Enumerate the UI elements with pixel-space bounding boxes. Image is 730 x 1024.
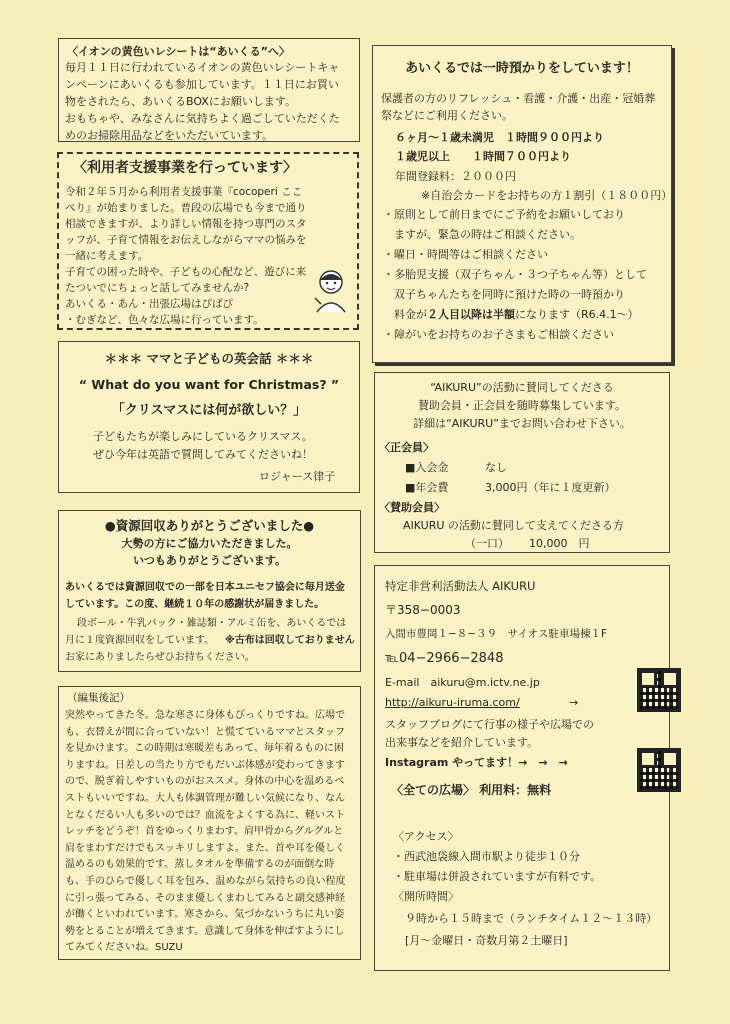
hours-label: 〈開所時間〉 <box>393 890 459 903</box>
english-signature: ロジャース律子 <box>259 470 336 483</box>
aeon-line: 毎月１１日に行われているイオンの黄色いレシートキャ <box>65 61 340 74</box>
childcare-rule: ・多胎児支援（双子ちゃん・３つ子ちゃん等）として <box>383 268 647 281</box>
childcare-rule: ・原則として前日までにご予約をお願いしており <box>383 208 625 221</box>
org-email[interactable]: E-mail aikuru@m.ictv.ne.jp <box>385 676 540 689</box>
hours-line: ９時から１５時まで（ランチタイム１２〜１３時） <box>405 912 658 925</box>
membership-line: 賛助会員・正会員を随時募集しています。 <box>417 399 627 412</box>
support-line: ・むぎなど、色々な広場に行っています。 <box>65 314 264 326</box>
annual-fee: 年間登録料：２０００円 <box>395 170 516 183</box>
recycling-text: あいくるでは資源回収での一部を日本ユニセフ協会に毎月送金 <box>65 582 345 593</box>
recycling-text: 月に１度資源回収をしています。 <box>65 635 215 646</box>
recycling-sub2: いつもありがとうございます。 <box>132 554 287 567</box>
support-line: 令和２年５月から利用者支援事業『cocoperi ここ <box>65 186 303 198</box>
recycling-text: しています。この度、継続１０年の感謝状が届きました。 <box>65 599 325 610</box>
english-line: ぜひ今年は英語で質問してみてくださいね！ <box>93 448 313 461</box>
price-toddler: １歳児以上 １時間７００円より <box>395 150 571 163</box>
url-arrow: → <box>569 696 579 709</box>
user-support-box <box>57 152 359 330</box>
entry-fee-label: ■入会金 <box>405 461 449 474</box>
blog-text: スタッフブログにて行事の様子や広場での <box>385 718 594 731</box>
aeon-line: 物をされたら、あいくるBOXにお願いします。 <box>65 95 296 108</box>
editors-note-line: となくだるい人も多いのでは？血流をよくする為に、軽いスト <box>65 809 345 821</box>
support-line: 子育ての困った時や、子どもの心配など、遊びに来 <box>65 266 307 278</box>
discount-note: ※自治会カードをお持ちの方１割引（１８００円） <box>421 189 673 202</box>
access-label: 〈アクセス〉 <box>393 830 459 843</box>
annual-fee-label: ■年会費 <box>405 481 449 494</box>
childcare-intro: 祭などにご利用ください。 <box>381 109 513 122</box>
childcare-title: あいくるでは一時預かりをしています！ <box>405 61 639 76</box>
annual-fee-value: 3,000円（年に１度更新） <box>485 481 616 494</box>
org-name: 特定非営利活動法人 AIKURU <box>385 579 536 593</box>
half-price-suffix: になります（R6.4.1〜） <box>515 308 639 321</box>
childcare-rule: ・障がいをお持ちのお子さまもご相談ください <box>383 328 614 341</box>
editors-note-text <box>65 708 346 957</box>
half-price-prefix: 料金が <box>383 308 427 321</box>
access-line: ・西武池袋線入間市駅より徒歩１０分 <box>393 850 580 863</box>
childcare-box <box>372 45 672 363</box>
regular-member-label: 〈正会員〉 <box>379 441 434 454</box>
recycling-title: ●資源回収ありがとうございました● <box>104 518 315 533</box>
editors-note-line: に引っ張ってみる、そのまま優しくまわしてみると副交感神経 <box>65 892 345 904</box>
instagram-text: Instagram やってます！→ → → <box>385 756 568 769</box>
editors-note-line: が働くといわれています。寒さから、気づかないうちに丸い姿 <box>65 909 345 921</box>
support-line: ぺり』が始まりました。普段の広場でも今まで通り <box>65 202 307 214</box>
childcare-intro: 保護者の方のリフレッシュ・看護・介護・出産・冠婚葬 <box>381 92 656 105</box>
support-member-fee: 10,000 円 <box>529 537 590 550</box>
price-infant: ６ヶ月〜１歳未満児 １時間９００円より <box>395 131 604 144</box>
support-line: 一緒に考えます。 <box>65 250 149 262</box>
japanese-phrase: 「クリスマスには何が欲しい？」 <box>111 403 307 418</box>
english-phrase: “ What do you want for Christmas? ” <box>78 377 340 392</box>
english-title: ＊＊＊ ママと子どもの英会話 ＊＊＊ <box>104 351 314 366</box>
recycling-note: ※古布は回収しておりません <box>225 635 355 646</box>
editors-note-line: 肩をまわすだけでもスッキリしますよ。また、首や耳を優しく <box>65 842 345 854</box>
editors-note-line: も、衣替えが間に合っていない！と慌てているママとスタッフ <box>65 726 345 738</box>
recycling-sub1: 大勢の方にご協力いただきました。 <box>121 537 298 550</box>
aeon-receipt-title: 〈イオンの黄色いレシートは“あいくる”へ〉 <box>67 45 290 58</box>
editors-note-line: 温めるのも効果的です。蒸しタオルを準備するのが面倒な時 <box>65 859 335 871</box>
org-address: 入間市豊岡１−８−３９ サイオス駐車場棟１F <box>385 628 607 640</box>
childcare-rule: ますが、緊急の時はご相談ください。 <box>383 228 581 241</box>
support-line: ッフが、子育て情報をお伝えしながらママの悩みを <box>65 234 307 246</box>
aeon-line: ンペーンにあいくるも参加しています。１１日にお買い <box>65 78 339 91</box>
childcare-rule: 双子ちゃんたちを同時に預けた時の一時預かり <box>383 288 625 301</box>
user-support-title: 〈利用者支援事業を行っています〉 <box>73 160 297 176</box>
org-url-link[interactable]: http://aikuru-iruma.com/ <box>385 696 520 709</box>
membership-box <box>374 372 670 553</box>
editors-note-line: も、手のひらで優しく耳を包み、温めながら気持ちの良い程度 <box>65 875 346 887</box>
editors-note-line: 突然やってきた冬。急な寒さに身体もびっくりですね。広場で <box>65 710 345 721</box>
editors-note-line: 勢をとることが増えてきます。意識して身体を伸ばすようにし <box>65 925 345 937</box>
editors-note-line: てみてくださいね。SUZU <box>65 942 183 954</box>
support-line: 相談できますが、より詳しい情報を持つ専門のスタ <box>65 218 307 230</box>
org-zip: 〒358−0003 <box>385 603 461 617</box>
recycling-box <box>58 510 361 672</box>
editors-note-title: （編集後記） <box>67 692 130 704</box>
aeon-line: おもちゃや、みなさんに気持ちよく過ごしていただくた <box>65 112 340 125</box>
editors-note-line: レッチをどうぞ！首をゆっくりまわす、肩甲骨からグルグルと <box>65 826 344 838</box>
editors-note-box <box>58 686 361 960</box>
aeon-receipt-box <box>58 38 360 142</box>
english-line: 子どもたちが楽しみにしているクリスマス。 <box>93 430 313 443</box>
instagram-qr-code[interactable] <box>637 748 681 792</box>
recycling-text: お家にありましたらぜひお持ちください。 <box>65 652 255 663</box>
organization-box <box>374 565 670 971</box>
membership-line: 詳細は“AIKURU”までお問い合わせ下さい。 <box>413 417 631 430</box>
mother-illustration <box>309 266 353 314</box>
aeon-line: めのお掃除用品などをいただいています。 <box>65 129 274 142</box>
editors-note-line: ストもいいですね。大人も体調管理が難しい気候になり、なん <box>65 792 345 804</box>
editors-note-line: りますね。日差しの当たり方でもだいぶ体感が変わってきます <box>65 759 345 771</box>
entry-fee-value: なし <box>485 461 507 474</box>
support-line: あいくる・あん・出張広場はぴぱぴ <box>65 298 233 310</box>
support-line: たついでにちょっと話してみませんか? <box>65 282 250 294</box>
website-qr-code[interactable] <box>637 668 681 712</box>
access-line: ・駐車場は併設されていますが有料です。 <box>393 870 602 883</box>
english-box <box>58 341 360 493</box>
hours-days: [月〜金曜日・奇数月第２土曜日] <box>405 934 568 947</box>
plaza-fee: 〈全ての広場〉 利用料：無料 <box>391 783 552 797</box>
support-member-label: 〈賛助会員〉 <box>379 501 445 514</box>
support-member-desc: AIKURU の活動に賛同して支えてくださる方 <box>403 519 624 532</box>
childcare-rule <box>383 306 639 324</box>
org-tel: ℡04−2966−2848 <box>385 651 504 666</box>
membership-line: “AIKURU”の活動に賛同してくださる <box>430 381 614 394</box>
half-price-emphasis: ２人目以降は半額 <box>427 308 515 321</box>
support-member-unit: （一口） <box>465 537 509 550</box>
editors-note-line: を見かけます。この時期は寒暖差もあって、毎年着るものに困 <box>65 743 344 755</box>
childcare-rule: ・曜日・時間等はご相談ください <box>383 248 548 261</box>
editors-note-line: ので、脱ぎ着しやすいものがおススメ。身体の中心を温めるベ <box>65 776 345 788</box>
recycling-text: 段ボール・牛乳パック・雑誌類・アルミ缶を、あいくるでは <box>77 618 347 629</box>
blog-text: 出来事などを紹介しています。 <box>385 736 539 749</box>
